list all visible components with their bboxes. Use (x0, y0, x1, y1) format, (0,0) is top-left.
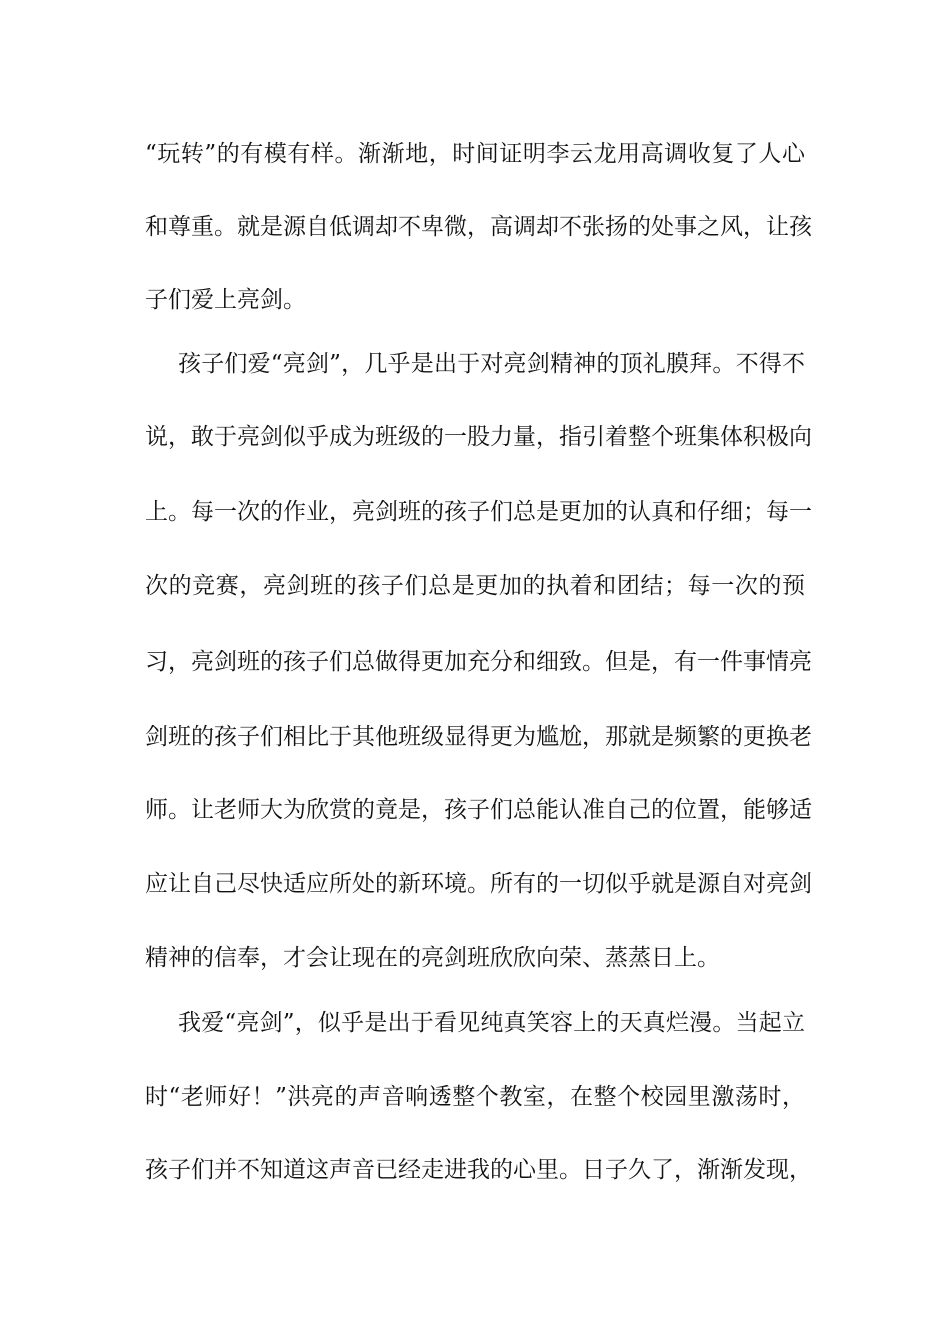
text-line-11: 应让自己尽快适应所处的新环境。所有的一切似乎就是源自对亮剑 (145, 871, 812, 897)
text-line-15: 孩子们并不知道这声音已经走进我的心里。日子久了，渐渐发现， (145, 1157, 812, 1183)
text-line-5: 说，敢于亮剑似乎成为班级的一股力量，指引着整个班集体积极向 (145, 424, 812, 450)
text-line-2: 和尊重。就是源自低调却不卑微，高调却不张扬的处事之风，让孩 (145, 214, 812, 240)
text-line-3: 子们爱上亮剑。 (145, 287, 306, 313)
text-line-6: 上。每一次的作业，亮剑班的孩子们总是更加的认真和仔细；每一 (145, 499, 812, 525)
text-line-4: 孩子们爱“亮剑”，几乎是出于对亮剑精神的顶礼膜拜。不得不 (178, 351, 805, 377)
text-line-8: 习，亮剑班的孩子们总做得更加充分和细致。但是，有一件事情亮 (145, 649, 812, 675)
text-line-12: 精神的信奉，才会让现在的亮剑班欣欣向荣、蒸蒸日上。 (145, 945, 720, 971)
text-line-14: 时“老师好！”洪亮的声音响透整个教室，在整个校园里激荡时， (145, 1084, 805, 1110)
text-line-10: 师。让老师大为欣赏的竟是，孩子们总能认准自己的位置，能够适 (145, 797, 812, 823)
text-line-1: “玩转”的有模有样。渐渐地，时间证明李云龙用高调收复了人心 (145, 141, 805, 167)
text-line-7: 次的竞赛，亮剑班的孩子们总是更加的执着和团结；每一次的预 (145, 573, 805, 599)
text-line-9: 剑班的孩子们相比于其他班级显得更为尴尬，那就是频繁的更换老 (145, 724, 812, 750)
text-line-13: 我爱“亮剑”，似乎是出于看见纯真笑容上的天真烂漫。当起立 (178, 1010, 805, 1036)
